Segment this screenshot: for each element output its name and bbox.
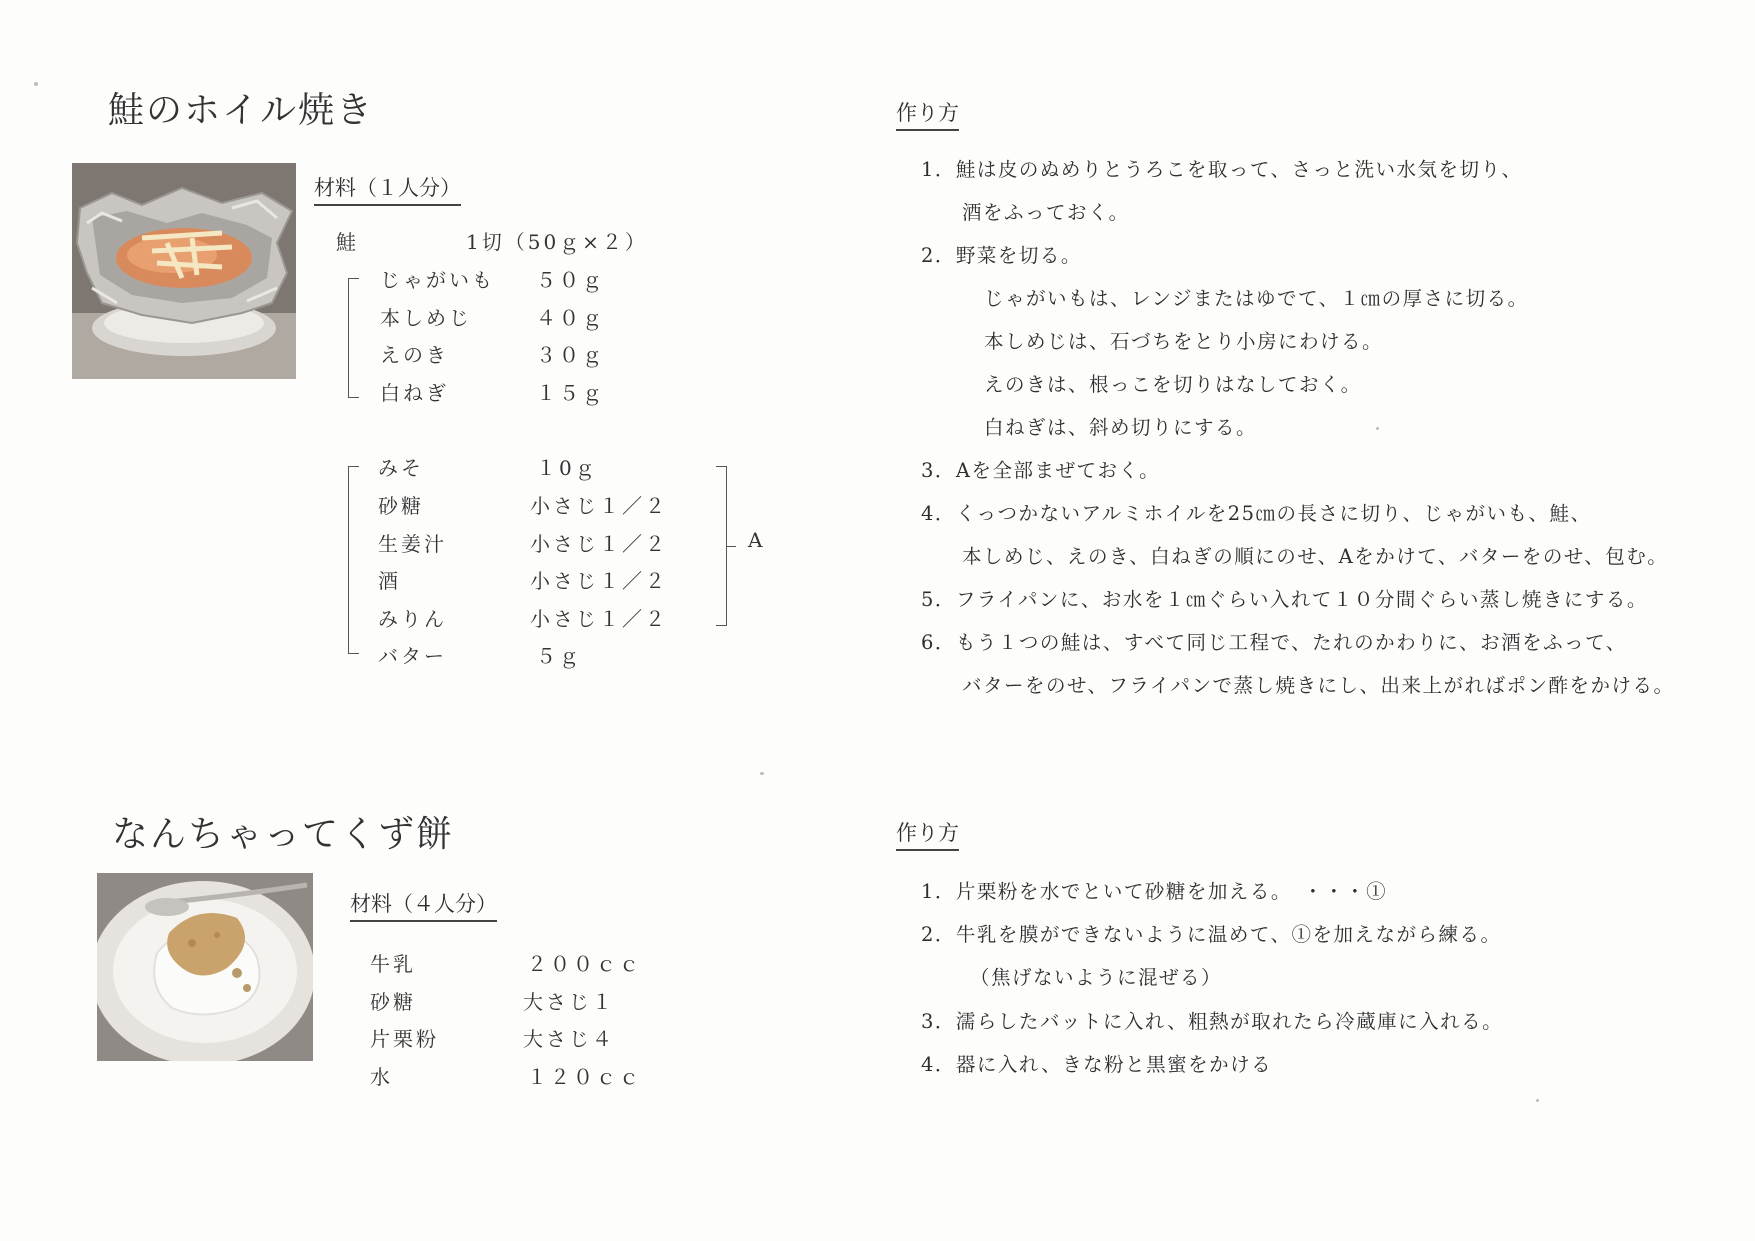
ingredient-name: 水 bbox=[370, 1065, 393, 1089]
recipe1-title: 鮭のホイル焼き bbox=[108, 90, 375, 131]
vegetable-group-bracket bbox=[348, 278, 359, 398]
ingredient-amount: 小さじ１／２ bbox=[530, 494, 668, 518]
method-step: 6．もう１つの鮭は、すべて同じ工程で、たれのかわりに、お酒をふって、 bbox=[921, 631, 1627, 654]
method-step: 4．くっつかないアルミホイルを25㎝の長さに切り、じゃがいも、鮭、 bbox=[921, 502, 1592, 525]
method-step: 本しめじは、石づちをとり小房にわける。 bbox=[984, 330, 1384, 353]
scan-speck bbox=[34, 82, 38, 86]
ingredient-name: バター bbox=[378, 644, 447, 668]
ingredient-amount: 大さじ１ bbox=[523, 990, 615, 1014]
ingredient-amount: ２００ｃｃ bbox=[527, 952, 642, 976]
ingredient-name: 酒 bbox=[378, 569, 401, 593]
sauce-a-connector bbox=[726, 546, 736, 547]
ingredient-name: 白ねぎ bbox=[380, 381, 449, 405]
ingredient-name: みりん bbox=[378, 607, 447, 631]
method-step: 5．フライパンに、お水を１㎝ぐらい入れて１０分間ぐらい蒸し焼きにする。 bbox=[921, 588, 1648, 611]
method-step: 酒をふっておく。 bbox=[962, 201, 1130, 224]
recipe2-ingredients-heading: 材料（４人分） bbox=[350, 888, 497, 922]
scan-speck bbox=[760, 772, 764, 775]
scan-speck bbox=[1376, 427, 1379, 430]
scan-speck bbox=[1536, 1099, 1539, 1102]
ingredient-amount: ３０ｇ bbox=[536, 343, 605, 367]
sauce-a-label: A bbox=[748, 528, 766, 552]
ingredient-name: 片栗粉 bbox=[370, 1027, 439, 1051]
method-step: 1．片栗粉を水でといて砂糖を加える。 ・・・① bbox=[921, 880, 1388, 903]
ingredient-amount: １２０ｃｃ bbox=[527, 1065, 642, 1089]
ingredient-name: 牛乳 bbox=[370, 952, 416, 976]
method-step: 1．鮭は皮のぬめりとうろこを取って、さっと洗い水気を切り、 bbox=[921, 158, 1523, 181]
method-step: 2．野菜を切る。 bbox=[921, 244, 1082, 267]
ingredient-amount: ５０ｇ bbox=[536, 268, 605, 292]
ingredient-amount: 小さじ１／２ bbox=[530, 532, 668, 556]
method-step: （焦げないように混ぜる） bbox=[970, 966, 1223, 989]
ingredient-name: じゃがいも bbox=[380, 268, 495, 292]
ingredient-name: 生姜汁 bbox=[378, 532, 447, 556]
ingredient-name: 砂糖 bbox=[378, 494, 424, 518]
method-step: 3．Aを全部まぜておく。 bbox=[921, 459, 1161, 482]
method-step: 3．濡らしたバットに入れ、粗熱が取れたら冷蔵庫に入れる。 bbox=[921, 1010, 1504, 1033]
ingredient-name: みそ bbox=[378, 456, 424, 480]
method-step: じゃがいもは、レンジまたはゆでて、１㎝の厚さに切る。 bbox=[984, 287, 1529, 310]
ingredient-amount: １５ｇ bbox=[536, 381, 605, 405]
method-step: えのきは、根っこを切りはなしておく。 bbox=[984, 373, 1362, 396]
ingredient-amount: ５ｇ bbox=[536, 644, 582, 668]
ingredient-name: えのき bbox=[380, 343, 449, 367]
recipe2-title: なんちゃってくず餅 bbox=[112, 814, 455, 855]
ingredient-name: 砂糖 bbox=[370, 990, 416, 1014]
seasoning-group-bracket bbox=[348, 466, 359, 654]
ingredient-main-name: 鮭 bbox=[336, 230, 359, 254]
salmon-foil-photo bbox=[72, 163, 296, 379]
recipe2-method-heading: 作り方 bbox=[896, 817, 959, 851]
method-step: 本しめじ、えのき、白ねぎの順にのせ、Aをかけて、バターをのせ、包む。 bbox=[962, 545, 1669, 568]
method-step: バターをのせ、フライパンで蒸し焼きにし、出来上がればポン酢をかける。 bbox=[962, 674, 1675, 697]
ingredient-amount: ４０ｇ bbox=[536, 306, 605, 330]
kuzumochi-photo bbox=[97, 873, 313, 1061]
method-step: 4．器に入れ、きな粉と黒蜜をかける bbox=[921, 1053, 1273, 1076]
ingredient-name: 本しめじ bbox=[380, 306, 472, 330]
ingredient-main-amount: 1切（50ｇ×２） bbox=[466, 230, 648, 254]
method-step: 2．牛乳を膜ができないように温めて、①を加えながら練る。 bbox=[921, 923, 1502, 946]
recipe1-method-heading: 作り方 bbox=[896, 97, 959, 131]
recipe1-ingredients-heading: 材料（１人分） bbox=[314, 172, 461, 206]
ingredient-amount: 小さじ１／２ bbox=[530, 607, 668, 631]
ingredient-amount: 小さじ１／２ bbox=[530, 569, 668, 593]
ingredient-amount: 大さじ４ bbox=[523, 1027, 615, 1051]
method-step: 白ねぎは、斜め切りにする。 bbox=[984, 416, 1258, 439]
ingredient-amount: １0ｇ bbox=[536, 456, 598, 480]
